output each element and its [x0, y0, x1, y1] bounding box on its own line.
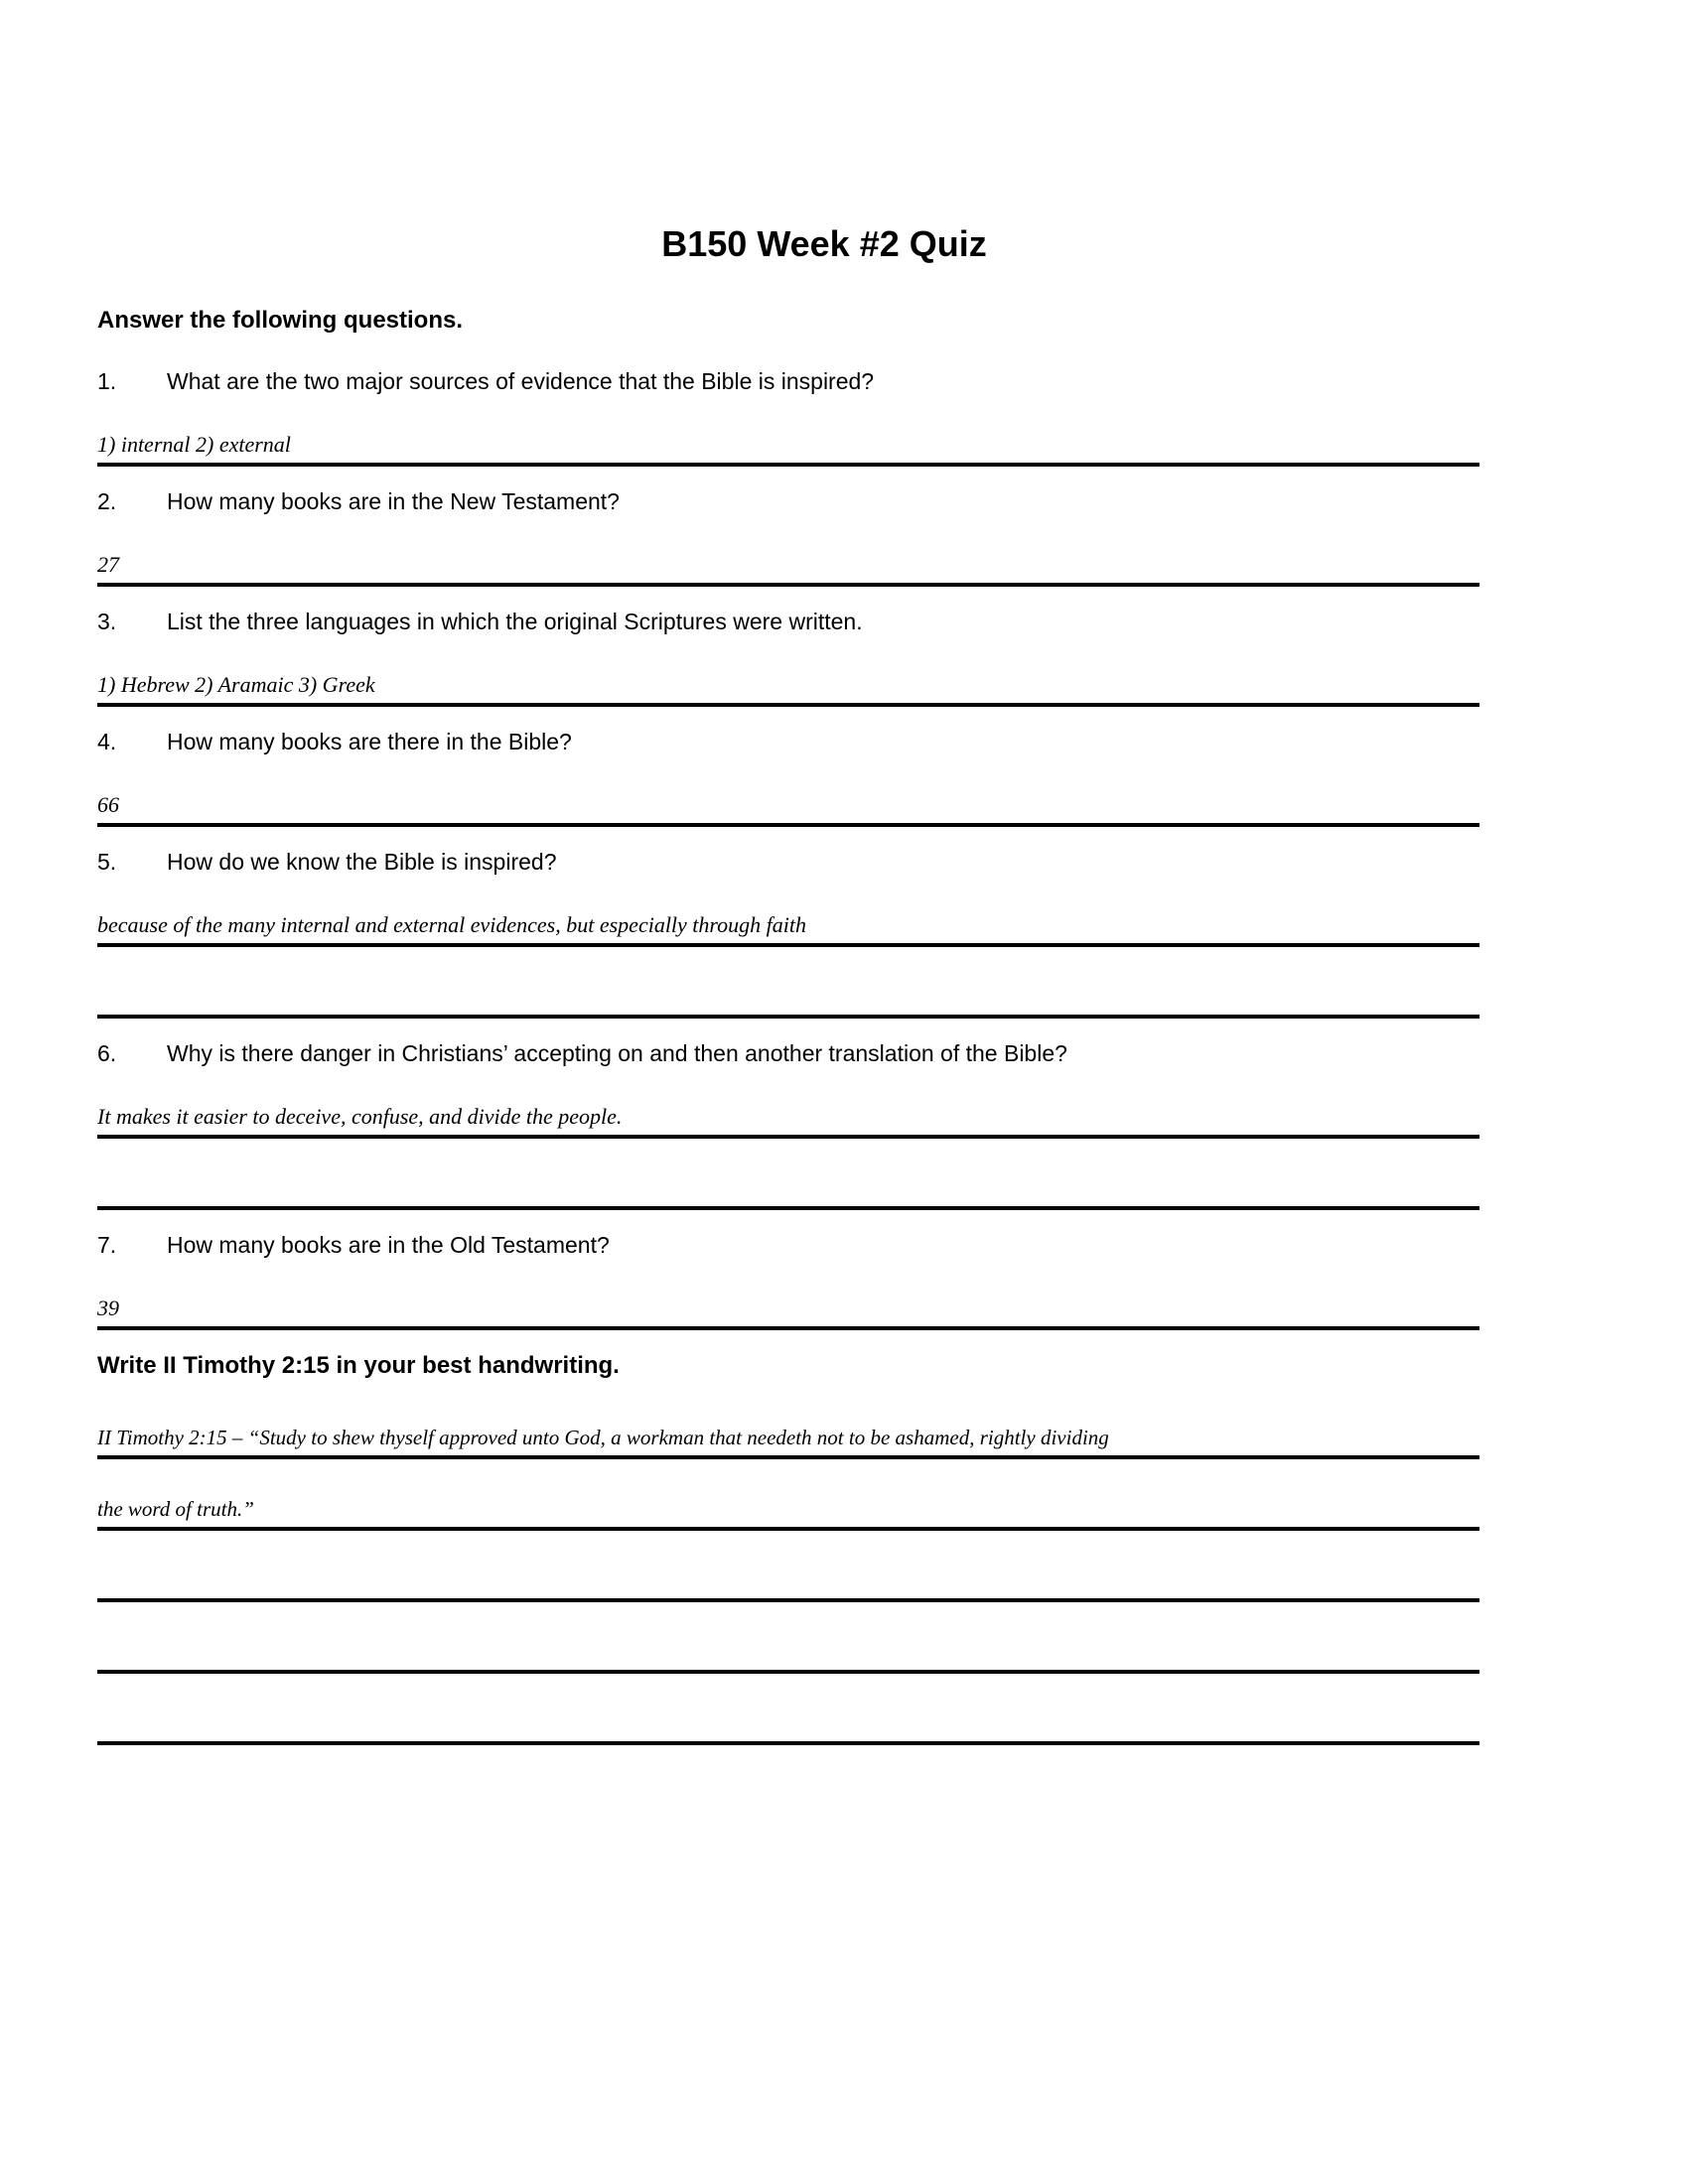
verse-blank-line-5[interactable] [97, 1696, 1479, 1745]
answer-text-5: because of the many internal and external evidences, but especially through faith [97, 911, 807, 937]
answer-line-6-continuation[interactable] [97, 1160, 1479, 1210]
answer-line-1[interactable] [97, 417, 1479, 467]
question-6-text: Why is there danger in Christians’ accepting on and then another translation of the Bible? [167, 1040, 1067, 1066]
question-7-number: 7. [97, 1232, 117, 1258]
question-3 [97, 609, 1491, 635]
answer-text-6: It makes it easier to deceive, confuse, and divide the people. [97, 1103, 623, 1129]
answer-text-1: 1) internal 2) external [97, 431, 291, 457]
question-2-text: How many books are in the New Testament? [167, 488, 620, 514]
answer-line-2[interactable] [97, 537, 1479, 587]
verse-answer-line-1[interactable] [97, 1410, 1479, 1459]
answer-line-5-continuation[interactable] [97, 969, 1479, 1019]
section-heading-handwriting: Write II Timothy 2:15 in your best handwriting. [97, 1352, 620, 1379]
question-1 [97, 368, 1491, 395]
answer-text-7: 39 [97, 1295, 119, 1320]
question-3-number: 3. [97, 609, 117, 634]
question-3-text: List the three languages in which the original Scriptures were written. [167, 609, 863, 634]
question-6 [97, 1040, 1491, 1067]
question-5-number: 5. [97, 849, 117, 875]
answer-line-6[interactable] [97, 1089, 1479, 1139]
verse-answer-text-2: the word of truth.” [97, 1496, 254, 1521]
answer-line-4[interactable] [97, 777, 1479, 827]
page-title: B150 Week #2 Quiz [661, 223, 987, 264]
answer-text-2: 27 [97, 551, 119, 577]
question-4-number: 4. [97, 729, 117, 754]
question-5-text: How do we know the Bible is inspired? [167, 849, 557, 875]
question-2-number: 2. [97, 488, 117, 514]
question-7 [97, 1232, 1491, 1259]
answer-line-3[interactable] [97, 657, 1479, 707]
question-2 [97, 488, 1491, 515]
question-1-text: What are the two major sources of evidence that the Bible is inspired? [167, 368, 875, 394]
answer-line-5[interactable] [97, 897, 1479, 947]
section-heading-answer-questions: Answer the following questions. [97, 307, 464, 334]
question-1-number: 1. [97, 368, 117, 394]
verse-answer-text-1: II Timothy 2:15 – “Study to shew thyself approved unto God, a workman that needeth not to be ashamed, rightly dividing [97, 1425, 1109, 1449]
answer-text-3: 1) Hebrew 2) Aramaic 3) Greek [97, 671, 375, 697]
verse-answer-line-2[interactable] [97, 1481, 1479, 1531]
question-5 [97, 849, 1491, 876]
verse-blank-line-3[interactable] [97, 1553, 1479, 1602]
answer-text-4: 66 [97, 791, 119, 817]
question-7-text: How many books are in the Old Testament? [167, 1232, 610, 1258]
question-6-number: 6. [97, 1040, 117, 1066]
question-4 [97, 729, 1491, 755]
answer-line-7[interactable] [97, 1281, 1479, 1330]
question-4-text: How many books are there in the Bible? [167, 729, 572, 754]
verse-blank-line-4[interactable] [97, 1624, 1479, 1674]
document-body [97, 223, 1491, 1767]
